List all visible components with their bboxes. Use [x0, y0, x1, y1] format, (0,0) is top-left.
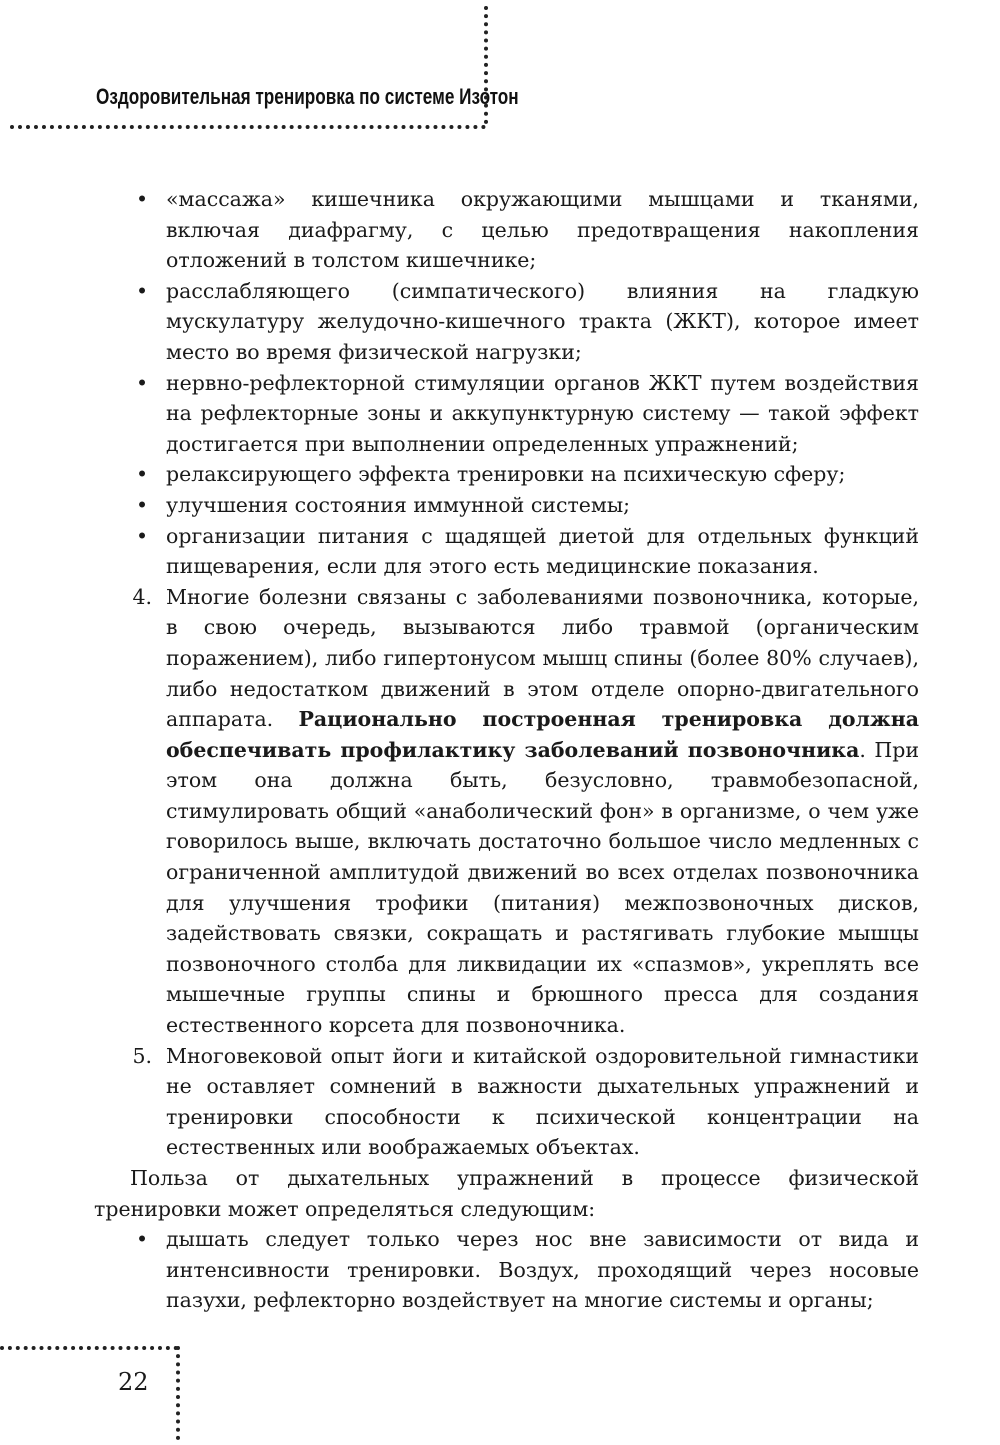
item-number: 4.	[132, 584, 152, 609]
list-item-text: расслабляющего (симпатического) влияния на гладкую мускулатуру желудочно-кишечного тракта (ЖКТ), которое имеет место во время физической нагрузки;	[166, 278, 919, 364]
bullet-marker: •	[135, 187, 149, 211]
list-item	[94, 459, 919, 490]
list-item-text: релаксирующего эффекта тренировки на психическую сферу;	[166, 462, 846, 487]
list-item-text: «массажа» кишечника окружающими мышцами и тканями, включая диафрагму, с целью предотвращения накопления отложений в толстом кишечнике;	[166, 187, 919, 273]
numbered-item-5	[94, 1041, 919, 1163]
list-item-text: нервно-рефлекторной стимуляции органов ЖКТ путем воздействия на рефлекторные зоны и аккупунктурную систему — такой эффект достигается при выполнении определенных упражнений;	[166, 370, 919, 456]
page-number: 22	[118, 1368, 149, 1396]
footer-dotted-vertical-rule	[176, 1346, 180, 1440]
bullet-marker: •	[135, 370, 149, 395]
header-dotted-vertical-rule	[484, 6, 488, 124]
list-item	[94, 490, 919, 521]
list-item-text: организации питания с щадящей диетой для отдельных функций пищеварения, если для этого есть медицинские показания.	[166, 523, 919, 579]
list-item-text: улучшения состояния иммунной системы;	[166, 492, 631, 517]
bullet-marker: •	[135, 523, 149, 548]
body-paragraph: Польза от дыхательных упражнений в процессе физической тренировки может определяться следующим:	[94, 1166, 919, 1221]
numbered-item-4	[94, 582, 919, 1041]
item-text: Многие болезни связаны с заболеваниями позвоночника, которые, в свою очередь, вызываются либо травмой (органическим поражением), либо гипертонусом мышц спины (более 80% случаев), либо недостатком движений в этом отделе опорно-двигательного аппарата.	[166, 584, 919, 732]
footer-dotted-horizontal-rule	[0, 1346, 178, 1350]
item-bold-emphasis: Рационально построенная тренировка должна обеспечивать профилактику заболеваний позвоночника	[166, 707, 919, 762]
item-number: 5.	[132, 1043, 152, 1068]
list-item-text: дышать следует только через нос вне зависимости от вида и интенсивности тренировки. Воздух, проходящий через носовые пазухи, рефлекторно воздействует на многие системы и органы;	[166, 1227, 919, 1313]
item-text-continued: . При этом она должна быть, безусловно, травмобезопасной, стимулировать общий «анаболический фон» в организме, о чем уже говорилось выше, включать достаточно большое число медленных с ограниченной амплитудой движений во всех отделах позвоночника для улучшения трофики (питания) межпозвоночных дисков, задействовать связки, сокращать и растягивать глубокие мышцы позвоночного столба для ликвидации их «спазмов», укреплять все мышечные группы спины и брюшного пресса для создания естественного корсета для позвоночника.	[166, 737, 920, 1038]
item-text: Многовековой опыт йоги и китайской оздоровительной гимнастики не оставляет сомнений в важности дыхательных упражнений и тренировки способности к психической концентрации на естественных или воображаемых объектах.	[166, 1043, 919, 1160]
list-item	[94, 521, 919, 582]
bullet-marker: •	[135, 492, 149, 517]
page-body	[94, 184, 919, 1316]
list-item	[94, 1224, 919, 1316]
list-item	[94, 368, 919, 460]
list-item	[94, 184, 919, 276]
bullet-marker: •	[135, 462, 149, 487]
header-dotted-horizontal-rule	[10, 125, 486, 129]
running-header-title: Оздоровительная тренировка по системе Изотон	[96, 84, 519, 109]
bullet-marker: •	[135, 1227, 149, 1252]
list-item	[94, 276, 919, 368]
bullet-marker: •	[135, 278, 149, 303]
